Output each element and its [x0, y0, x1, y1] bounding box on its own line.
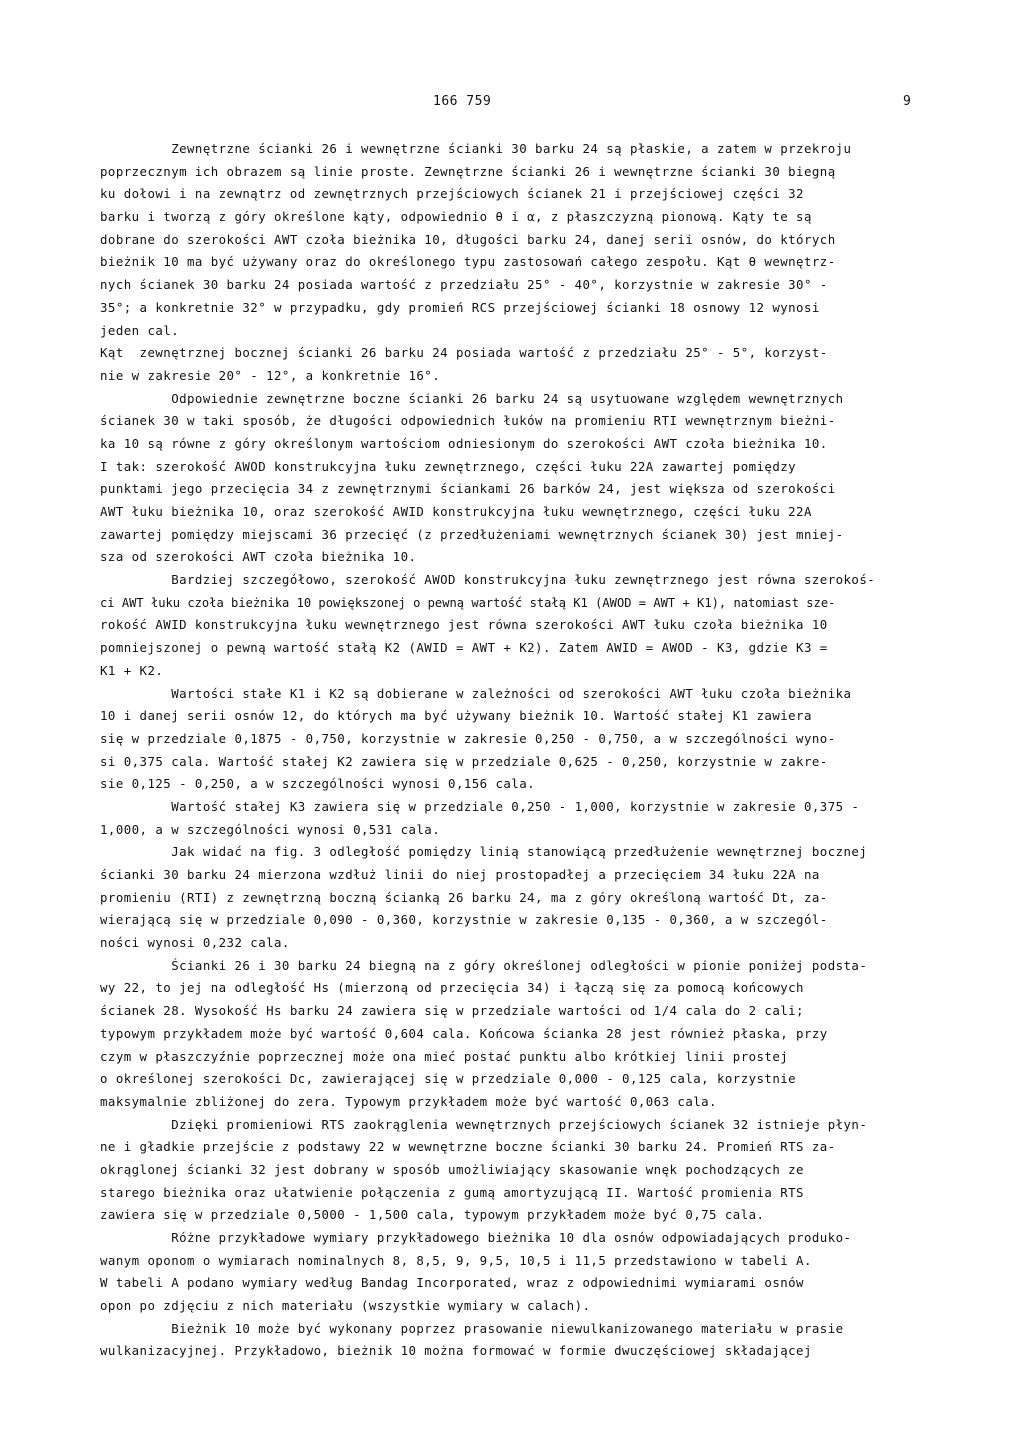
text-line: Dzięki promieniowi RTS zaokrąglenia wewnętrznych przejściowych ścianek 32 istnieje płyn-	[100, 1116, 868, 1132]
text-line: okrąglonej ścianki 32 jest dobrany w sposób umożliwiający skasowanie wnęk pochodzących ze	[100, 1161, 804, 1177]
text-line: Ścianki 26 i 30 barku 24 biegną na z góry określonej odległości w pionie poniżej podsta-	[100, 957, 868, 973]
text-line: maksymalnie zbliżonej do zera. Typowym przykładem może być wartość 0,063 cala.	[100, 1093, 717, 1109]
page-number: 9	[903, 94, 912, 109]
text-line: ne i gładkie przejście z podstawy 22 w wewnętrzne boczne ścianki 30 barku 24. Promień RTS za-	[100, 1139, 836, 1155]
text-line: Zewnętrzne ścianki 26 i wewnętrzne ścianki 30 barku 24 są płaskie, a zatem w przekroju	[100, 141, 852, 156]
text-line: Bardziej szczegółowo, szerokość AWOD konstrukcyjna łuku zewnętrznego jest równa szerokoś-	[100, 572, 876, 588]
text-line: Różne przykładowe wymiary przykładowego bieżnika 10 dla osnów odpowiadających produko-	[100, 1230, 852, 1245]
text-line: ci AWT łuku czoła bieżnika 10 powiększonej o pewną wartość stałą K1 (AWOD = AWT + K1), natomiast sze-	[100, 595, 836, 610]
text-line: Wartości stałe K1 i K2 są dobierane w zależności od szerokości AWT łuku czoła bieżnika	[100, 685, 852, 701]
text-line: sie 0,125 - 0,250, a w szczególności wynosi 0,156 cala.	[100, 776, 536, 792]
text-line: ności wynosi 0,232 cala.	[100, 935, 290, 951]
text-line: wierającą się w przedziale 0,090 - 0,360, korzystnie w zakresie 0,135 - 0,360, a w szczegól-	[100, 912, 828, 928]
text-line: bieżnik 10 ma być używany oraz do określonego typu zastosowań całego zespołu. Kąt θ wewnętrz-	[100, 254, 836, 270]
text-line: sza od szerokości AWT czoła bieżnika 10.	[100, 549, 417, 565]
text-line: rokość AWID konstrukcyjna łuku wewnętrznego jest równa szerokości AWT łuku czoła bieżnika 10	[100, 617, 828, 633]
text-line: si 0,375 cala. Wartość stałej K2 zawiera się w przedziale 0,625 - 0,250, korzystnie w zakre-	[100, 753, 828, 769]
text-line: punktami jego przecięcia 34 z zewnętrznymi ściankami 26 barków 24, jest większa od szerokości	[100, 481, 836, 497]
text-line: barku i tworzą z góry określone kąty, odpowiednio θ i α, z płaszczyzną pionową. Kąty te są	[100, 209, 812, 225]
text-line: ka 10 są równe z góry określonym wartościom odniesionym do szerokości AWT czoła bieżnika 10.	[100, 435, 828, 451]
text-line: nych ścianek 30 barku 24 posiada wartość z przedziału 25° - 40°, korzystnie w zakresie 30° -	[100, 277, 828, 293]
text-line: zawartej pomiędzy miejscami 36 przecięć (z przedłużeniami wewnętrznych ścianek 30) jest mniej-	[100, 526, 844, 542]
text-line: ścianki 30 barku 24 mierzona wzdłuż linii do niej prostopadłej a przecięciem 34 łuku 22A na	[100, 867, 820, 882]
text-line: Wartość stałej K3 zawiera się w przedziale 0,250 - 1,000, korzystnie w zakresie 0,375 -	[100, 798, 860, 814]
text-line: typowym przykładem może być wartość 0,604 cala. Końcowa ścianka 28 jest również płaska, przy	[100, 1025, 828, 1041]
text-line: I tak: szerokość AWOD konstrukcyjna łuku zewnętrznego, części łuku 22A zawartej pomiędzy	[100, 458, 797, 474]
text-line: poprzecznym ich obrazem są linie proste. Zewnętrzne ścianki 26 i wewnętrzne ścianki 30 biegną	[100, 163, 836, 179]
text-line: 1,000, a w szczególności wynosi 0,531 cala.	[100, 821, 441, 837]
text-line: 35°; a konkretnie 32° w przypadku, gdy promień RCS przejściowej ścianki 18 osnowy 12 wynosi	[100, 299, 820, 315]
document-number: 166 759	[433, 94, 492, 109]
text-line: opon po zdjęciu z nich materiału (wszystkie wymiary w calach).	[100, 1298, 591, 1314]
text-line: jeden cal.	[100, 322, 180, 338]
text-line: starego bieżnika oraz ułatwienie połączenia z gumą amortyzującą II. Wartość promienia RTS	[100, 1184, 804, 1200]
text-line: czym w płaszczyźnie poprzecznej może ona mieć postać punktu albo krótkiej linii prostej	[100, 1048, 789, 1064]
text-line: Kąt zewnętrznej bocznej ścianki 26 barku 24 posiada wartość z przedziału 25° - 5°, korzyst-	[100, 345, 828, 361]
text-line: Odpowiednie zewnętrzne boczne ścianki 26 barku 24 są usytuowane względem wewnętrznych	[100, 390, 844, 406]
text-line: pomniejszonej o pewną wartość stałą K2 (AWID = AWT + K2). Zatem AWID = AWOD - K3, gdzie K3 =	[100, 640, 828, 656]
text-line: dobrane do szerokości AWT czoła bieżnika 10, długości barku 24, danej serii osnów, do których	[100, 231, 836, 247]
text-line: W tabeli A podano wymiary według Bandag Incorporated, wraz z odpowiednimi wymiarami osnów	[100, 1275, 804, 1291]
text-line: 10 i danej serii osnów 12, do których ma być używany bieżnik 10. Wartość stałej K1 zawiera	[100, 708, 812, 724]
text-line: promieniu (RTI) z zewnętrzną boczną ścianką 26 barku 24, ma z góry określoną wartość Dt, za-	[100, 889, 828, 905]
text-line: Bieżnik 10 może być wykonany poprzez prasowanie niewulkanizowanego materiału w prasie	[100, 1320, 844, 1336]
text-line: ścianek 28. Wysokość Hs barku 24 zawiera się w przedziale wartości od 1/4 cala do 2 cali;	[100, 1003, 804, 1019]
text-line: wy 22, to jej na odległość Hs (mierzoną od przecięcia 34) i łączą się za pomocą końcowych	[100, 980, 804, 996]
text-line: wulkanizacyjnej. Przykładowo, bieżnik 10 można formować w formie dwuczęściowej składającej	[100, 1343, 812, 1359]
text-line: o określonej szerokości Dc, zawierającej się w przedziale 0,000 - 0,125 cala, korzystnie	[100, 1071, 797, 1087]
text-line: się w przedziale 0,1875 - 0,750, korzystnie w zakresie 0,250 - 0,750, a w szczególności wyno-	[100, 730, 836, 746]
text-line: zawiera się w przedziale 0,5000 - 1,500 cala, typowym przykładem może być 0,75 cala.	[100, 1207, 765, 1223]
text-line: K1 + K2.	[100, 662, 164, 678]
text-line: Jak widać na fig. 3 odległość pomiędzy linią stanowiącą przedłużenie wewnętrznej bocznej	[100, 844, 868, 860]
text-line: wanym oponom o wymiarach nominalnych 8, 8,5, 9, 9,5, 10,5 i 11,5 przedstawiono w tabeli A.	[100, 1252, 812, 1268]
text-line: nie w zakresie 20° - 12°, a konkretnie 16°.	[100, 367, 441, 383]
text-line: ścianek 30 w taki sposób, że długości odpowiednich łuków na promieniu RTI wewnętrznym bieżni-	[100, 413, 836, 429]
text-line: ku dołowi i na zewnątrz od zewnętrznych przejściowych ścianek 21 i przejściowej części 32	[100, 186, 804, 202]
body-text	[100, 138, 912, 1363]
text-line: AWT łuku bieżnika 10, oraz szerokość AWID konstrukcyjna łuku wewnętrznego, części łuku 22A	[100, 504, 812, 519]
